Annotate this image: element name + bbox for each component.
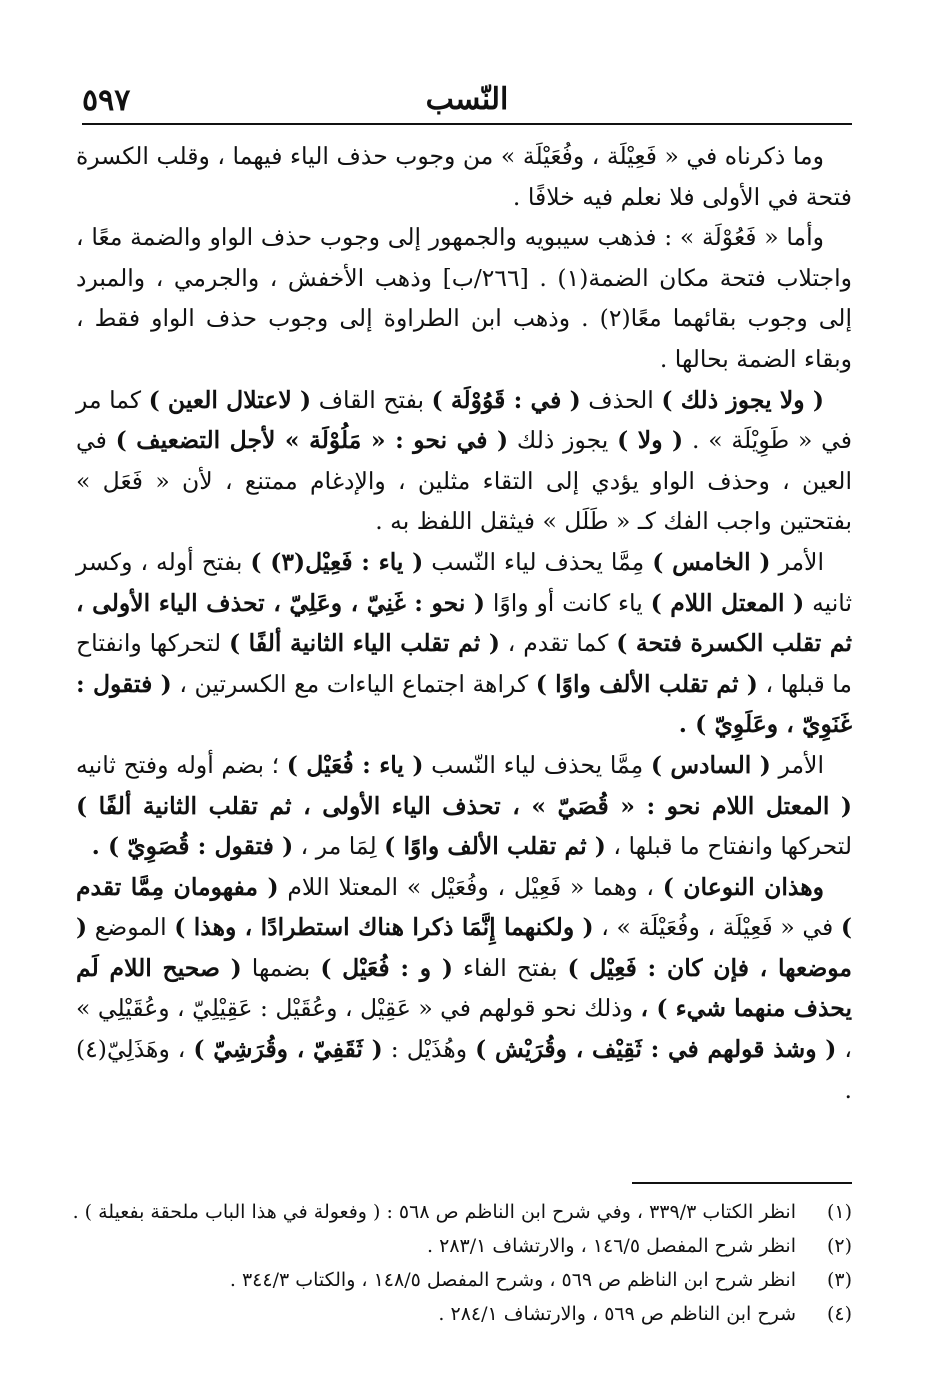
bold-text-run: ( ولا ) — [617, 426, 684, 455]
bold-text-run: ( في نحو : « مَلُوْلَة » لأجل التضعيف ) — [115, 426, 509, 455]
text-run: الأمر — [770, 547, 824, 576]
bold-text-run: وهذان النوعان ) — [662, 872, 824, 901]
bold-text-run: ( ولكنهما إِنَّمَا ذكرا هناك استطرادًا ، وهذا ) — [174, 913, 594, 942]
text-run: الحذف — [580, 385, 662, 414]
text-run: يجوز ذلك — [508, 426, 618, 455]
text-run: في العين ، وحذف الواو يؤدي إلى التقاء مثلين ، والإدغام ممتنع ، لأن « فَعَل » بفتحتين واجب الفك كـ « طَلَل » فيثقل اللفظ به . — [76, 426, 852, 536]
paragraph — [76, 867, 852, 1111]
bold-text-run: ( المعتل اللام ) — [650, 588, 805, 617]
text-run: وذلك نحو قولهم في « عَقِيْل ، وعُقَيْل : عَقِيْلِيّ ، وعُقَيْلِي » ، — [76, 994, 852, 1064]
text-run: ياء كانت أو واوًا — [485, 588, 651, 617]
bold-text-run: ( ثم تقلب الألف واوًا ) — [384, 832, 606, 861]
bold-text-run: ( ثَقَفِيّ ، وقُرَشِيّ ) — [193, 1035, 383, 1064]
bold-text-run: ( و : فُعَيْل ) — [320, 953, 453, 982]
text-run: لتحركها وانفتاح ما قبلها ، — [76, 629, 853, 698]
text-run: بفتح القاف — [311, 385, 432, 414]
footnote-text: انظر الكتاب ٣٣٩/٣ ، وفي شرح ابن الناظم ص ٥٦٨ : ( وفعولة في هذا الباب ملحقة بفعيلة ) . — [72, 1201, 796, 1223]
page-header — [82, 78, 852, 122]
footnote-text: شرح ابن الناظم ص ٥٦٩ ، والارتشاف ٢٨٤/١ . — [438, 1303, 796, 1325]
bold-text-run: ( ياء : فَعِيْل(٣) ) — [250, 547, 424, 576]
bold-text-run: ( وشذ قولهم في : ثَقِيْف ، وقُرَيْش ) — [475, 1035, 837, 1064]
paragraph — [76, 542, 852, 745]
footnote — [90, 1264, 852, 1297]
text-run: كما تقدم ، — [499, 629, 617, 658]
text-run: كراهة اجتماع الياءات مع الكسرتين ، — [171, 669, 536, 698]
bold-text-run: ( مفهومان مِمَّا تقدم ) — [76, 872, 852, 942]
bold-text-run: ( ولا يجوز ذلك ) — [661, 385, 824, 414]
text-run: لتحركها وانفتاح ما قبلها ، — [605, 832, 852, 861]
text-run: ، وهَذَلِيّ(٤) . — [76, 1035, 852, 1104]
footnote-text: انظر شرح ابن الناظم ص ٥٦٩ ، وشرح المفصل ١٤٨/٥ ، والكتاب ٣٤٤/٣ . — [229, 1269, 796, 1291]
bold-text-run: ( نحو : غَنِيّ ، وعَلِيّ ، تحذف الياء الأولى ، ثم تقلب الكسرة فتحة ) — [76, 588, 853, 658]
text-run: ، وهما « فَعِيْل ، وفُعَيْل » المعتلا اللام — [278, 872, 663, 901]
text-run: ؛ بضم أوله وفتح ثانيه — [76, 750, 287, 779]
bold-text-run: ( لاعتلال العين ) — [148, 385, 312, 414]
text-run: بضمها — [241, 953, 321, 982]
text-run: الأمر — [770, 750, 824, 779]
bold-text-run: ( الخامس ) — [652, 547, 771, 576]
text-run: بفتح الفاء — [452, 953, 568, 982]
bold-text-run: ( السادس ) — [650, 750, 771, 779]
bold-text-run: ( ثم تقلب الألف واوًا ) — [535, 669, 758, 698]
bold-text-run: ( فتقول : قُصَوِيّ ) . — [91, 832, 294, 861]
bold-text-run: ( ثم تقلب الياء الثانية ألفًا ) — [229, 629, 500, 658]
footnote-separator — [632, 1182, 852, 1184]
footnote-number: (٣) — [826, 1269, 852, 1291]
text-run: الموضع — [87, 913, 175, 942]
footnotes — [72, 1196, 852, 1332]
bold-text-run: ( صحيح اللام لَم يحذف منهما شيء ) ، — [76, 953, 852, 1023]
bold-text-run: ( في : قَوُوْلَة ) — [431, 385, 581, 414]
text-run: مِمَّا يحذف لياء النّسب — [423, 547, 653, 576]
header-rule — [82, 123, 852, 125]
page-number: ٥٩٧ — [82, 83, 131, 118]
footnote — [90, 1298, 852, 1331]
text-run: مِمَّا يحذف لياء النّسب — [423, 750, 651, 779]
text-run: وهُذَيْل : — [382, 1035, 476, 1064]
main-text — [76, 136, 852, 1110]
paragraph — [76, 136, 852, 217]
bold-text-run: ( فتقول : غَنَوِيّ ، وعَلَوِيّ ) . — [76, 669, 852, 739]
paragraph — [76, 217, 852, 379]
text-run: وما ذكرناه في « فَعِيْلَة ، وفُعَيْلَة » من وجوب حذف الياء فيهما ، وقلب الكسرة فتحة في الأولى فلا نعلم فيه خلافًا . — [76, 142, 852, 211]
bold-text-run: ( موضعها ، فإن كان : فَعِيْل ) — [76, 913, 853, 982]
paragraph — [76, 380, 852, 542]
text-run: وأما « فَعُوْلَة » : فذهب سيبويه والجمهور إلى وجوب حذف الواو والضمة معًا ، واجتلاب فتحة مكان الضمة(١) . [٢٦٦/ب] وذهب الأخفش ، والجرمي ، والمبرد إلى وجوب بقائهما معًا(٢) . وذهب ابن الطراوة إلى وجوب حذف الواو فقط ، وبقاء الضمة بحالها . — [76, 223, 852, 373]
footnote-text: انظر شرح المفصل ١٤٦/٥ ، والارتشاف ٢٨٣/١ . — [427, 1235, 796, 1257]
footnote — [72, 1196, 852, 1229]
text-run: بفتح أوله ، وكسر ثانيه — [76, 547, 853, 617]
text-run: لِمَا مر ، — [293, 832, 385, 861]
bold-text-run: ( ياء : فُعَيْل ) — [286, 750, 424, 779]
bold-text-run: ( المعتل اللام نحو : « قُصَيّ » ، تحذف الياء الأولى ، ثم تقلب الثانية ألفًا ) — [76, 791, 852, 820]
footnote — [90, 1230, 852, 1263]
footnote-number: (٢) — [826, 1235, 852, 1257]
footnote-number: (١) — [826, 1201, 852, 1223]
paragraph — [76, 745, 852, 867]
text-run: كما مر في « طَوِيْلَة » . — [76, 385, 852, 455]
text-run: في « فَعِيْلَة ، وفُعَيْلَة » ، — [593, 913, 841, 942]
footnote-number: (٤) — [826, 1303, 852, 1325]
running-title: النّسب — [425, 82, 509, 117]
